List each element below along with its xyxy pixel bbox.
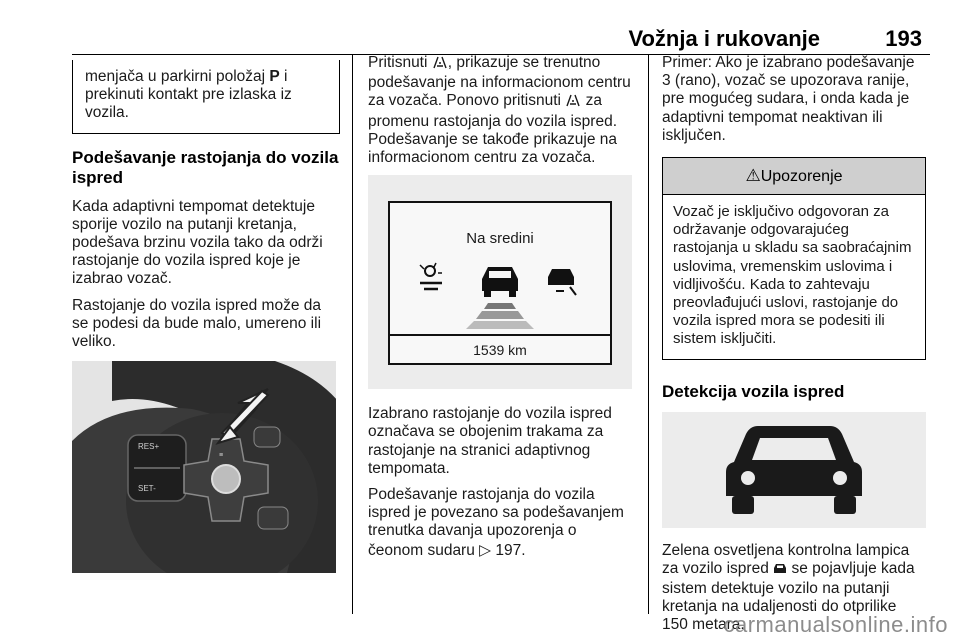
distance-bars bbox=[466, 303, 534, 329]
warning-box bbox=[662, 157, 926, 360]
vehicle-ahead-icon bbox=[662, 412, 926, 528]
section-heading: Detekcija vozila ispred bbox=[662, 381, 845, 401]
note-box bbox=[72, 60, 340, 134]
paragraph: Kada adaptivni tempomat detektuje sporije vozilo na putanji kretanja, podešava brzinu vozila tako da održi rastojanje do vozila ispred koje je izabrao vozač. bbox=[72, 197, 323, 288]
vehicle-ahead-icon bbox=[773, 562, 787, 580]
column-divider bbox=[352, 54, 353, 614]
svg-text:RES+: RES+ bbox=[138, 442, 160, 452]
svg-text:≡: ≡ bbox=[219, 452, 224, 460]
vehicle-ahead-illustration bbox=[662, 412, 926, 528]
paragraph: Zelena osvetljena kontrolna lampica za vozilo ispred se pojavljuje kada sistem detektuje vozilo na putanji kretanja na udaljenosti do otprilike 150 metara. bbox=[662, 541, 915, 634]
paragraph: Podešavanje rastojanja do vozila ispred je povezano sa podešavanjem trenutka davanja upozorenja o čeonom sudaru ▷ 197. bbox=[368, 486, 624, 559]
svg-text:Na sredini: Na sredini bbox=[466, 230, 534, 248]
steering-wheel-photo bbox=[72, 361, 336, 573]
acc-right-icon bbox=[548, 269, 576, 295]
warning-triangle-icon: ⚠ bbox=[745, 166, 761, 187]
page-header bbox=[72, 0, 930, 55]
svg-text:SET-: SET- bbox=[138, 484, 156, 494]
steering-wheel-controls-image bbox=[72, 361, 336, 573]
column-1 bbox=[72, 54, 340, 573]
paragraph: Primer: Ako je izabrano podešavanje 3 (rano), vozač se upozorava ranije, pre mogućeg sudara, i onda kada je adaptivni tempomat neaktivan ili isključen. bbox=[662, 54, 915, 144]
warning-header bbox=[663, 158, 925, 195]
vehicle-ahead-icon bbox=[482, 267, 518, 297]
driver-info-display bbox=[388, 201, 612, 365]
section-heading: Podešavanje rastojanja do vozila ispred bbox=[72, 147, 339, 187]
warning-text: Vozač je isključivo odgovoran za održavanje odgovarajućeg rastojanja u skladu sa saobraćajnim uslovima, vremenskim uslovima i vidljivošću. Kada to zahtevaju preovlađujući uslovi, rastojanje do vozila ispred mora se podesiti ili sistem isključiti. bbox=[673, 203, 912, 348]
acc-distance-screen bbox=[390, 203, 610, 363]
paragraph: Pritisnuti , prikazuje se trenutno podešavanje na informacionom centru za vozača. Ponovo pritisnuti za promenu rastojanja do vozila ispred. Podešavanje se takođe prikazuje na informacionom centru za vozača. bbox=[368, 54, 631, 167]
page-ref-arrow-icon: ▷ bbox=[479, 540, 492, 559]
note-text: menjača u parkirni položaj P i prekinuti kontakt pre izlaska iz vozila. bbox=[85, 68, 292, 122]
paragraph: Izabrano rastojanje do vozila ispred označava se obojenim trakama za rastojanje na stranici adaptivnog tempomata. bbox=[368, 405, 612, 477]
acc-left-icon bbox=[420, 263, 442, 289]
display-illustration bbox=[368, 175, 632, 389]
column-divider bbox=[648, 54, 649, 614]
warning-title: Upozorenje bbox=[760, 168, 843, 186]
distance-icon bbox=[565, 93, 581, 112]
section-title: Vožnja i rukovanje bbox=[628, 26, 820, 51]
watermark: carmanualsonline.info bbox=[723, 612, 948, 637]
svg-text:1539 km: 1539 km bbox=[473, 342, 527, 359]
column-3 bbox=[662, 54, 926, 643]
paragraph: Rastojanje do vozila ispred može da se podesi da bude malo, umereno ili veliko. bbox=[72, 296, 322, 351]
distance-icon bbox=[432, 55, 448, 74]
page-number: 193 bbox=[885, 26, 922, 51]
column-2 bbox=[368, 54, 634, 568]
